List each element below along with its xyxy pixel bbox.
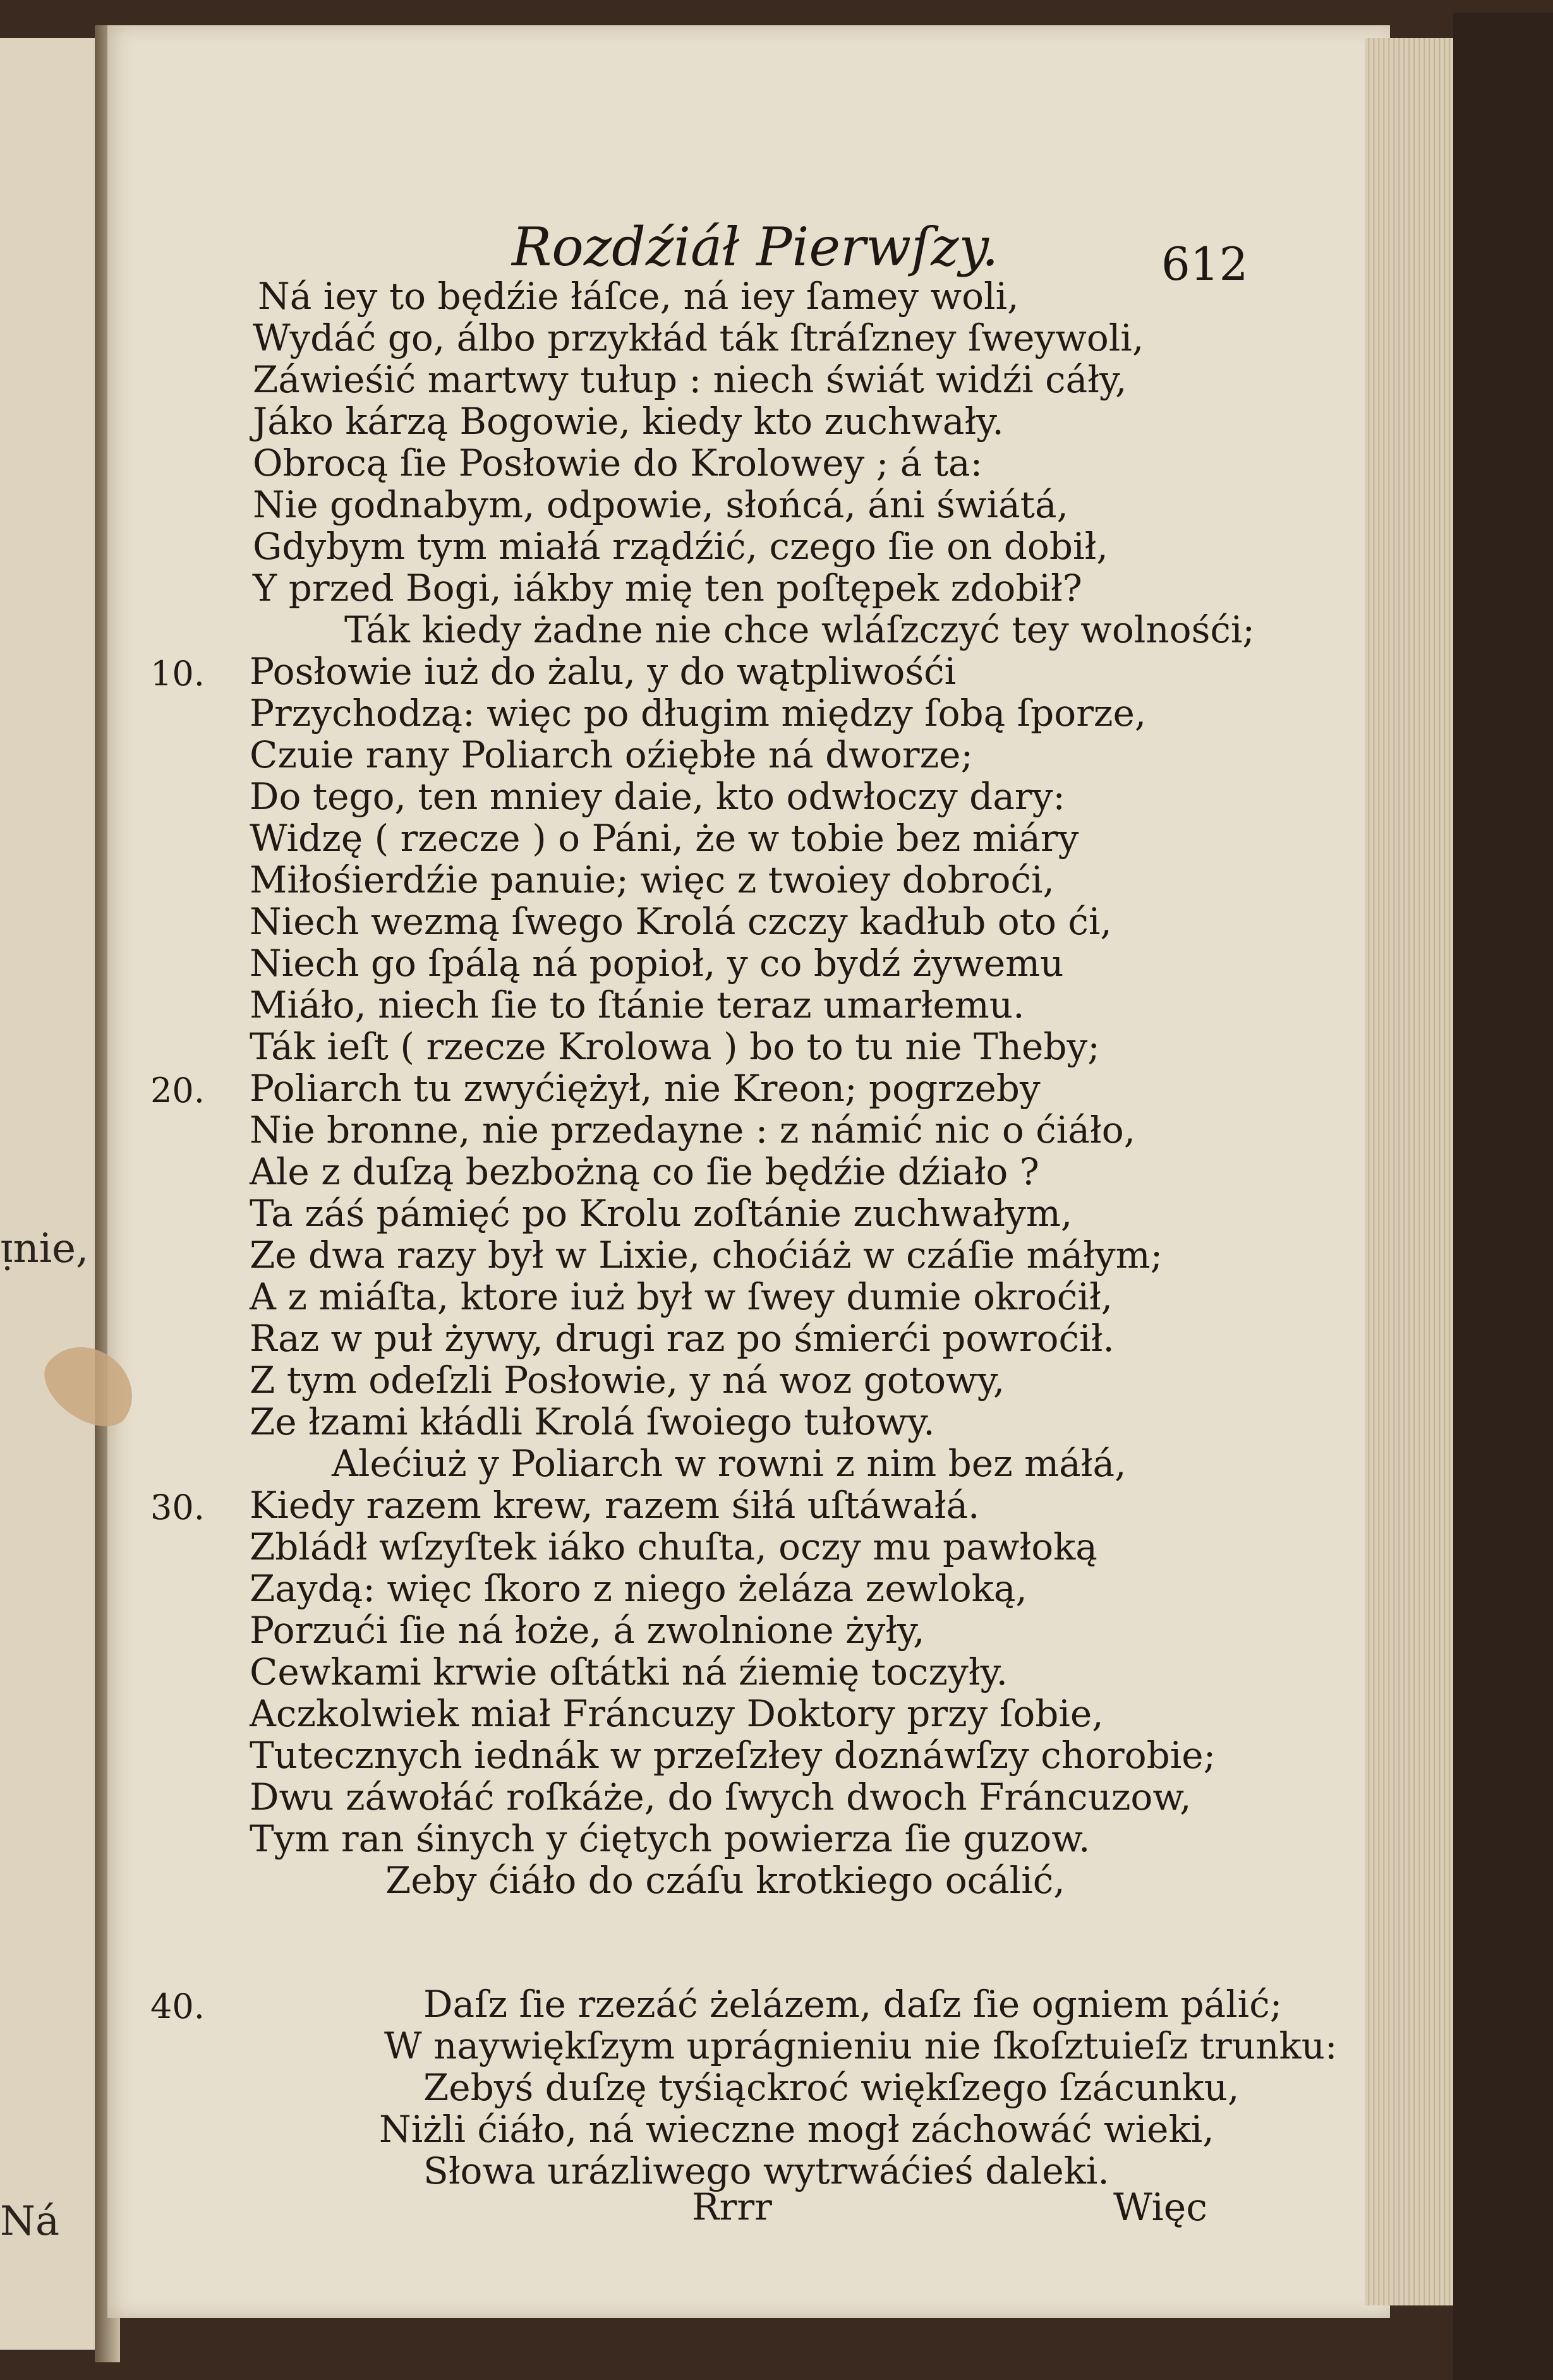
verse-line: Zebyś duſzę tyśiąckroć więkſzego ſzácunku, — [423, 2066, 1240, 2109]
verse-line: Nie bronne, nie przedayne : z námić nic o ćiáło, — [250, 1109, 1136, 1151]
verse-line: Miáło, niech ſie to ſtánie teraz umarłemu. — [250, 983, 1025, 1026]
catchword: Więc — [1113, 2185, 1207, 2230]
verse-line: Przychodzą: więc po długim między ſobą ſporze, — [250, 692, 1147, 735]
verse-line: Miłośierdźie panuie; więc z twoiey dobroći, — [250, 858, 1054, 901]
verse-line: Ták ieſt ( rzecze Krolowa ) bo to tu nie Theby; — [250, 1025, 1100, 1068]
line-number: 20. — [150, 1071, 205, 1110]
verse-line: Wydáć go, álbo przykłád ták ſtráſzney ſweywoli, — [253, 316, 1144, 359]
verse-line: Ze dwa razy był w Lixie, choćiáż w czáſie máłym; — [250, 1234, 1163, 1277]
verse-line: W naywiękſzym uprágnieniu nie ſkoſztuieſz trunku: — [384, 2024, 1338, 2067]
verse-line: Alećiuż y Poliarch w rowni z nim bez máłá, — [332, 1442, 1127, 1485]
verse-line: Do tego, ten mniey daie, kto odwłoczy dary: — [250, 775, 1065, 818]
verse-line: Z tym odeſzli Posłowie, y ná woz gotowy, — [250, 1359, 1005, 1402]
verse-line: Czuie rany Poliarch oźiębłe ná dworze; — [250, 733, 973, 776]
line-number: 10. — [150, 654, 205, 694]
left-page-fragment: ᴉnie, — [0, 1225, 89, 1272]
signature-mark: Rrrr — [692, 2185, 772, 2228]
verse-line: Posłowie iuż do żalu, y do wątpliwośći — [250, 650, 957, 693]
verse-line: Widzę ( rzecze ) o Páni, że w tobie bez miáry — [250, 817, 1079, 860]
verse-line: Aczkolwiek miał Fráncuzy Doktory przy ſobie, — [250, 1692, 1104, 1735]
line-number: 40. — [150, 1986, 205, 2026]
verse-line: Słowa urázliwego wytrwáćieś daleki. — [423, 2149, 1109, 2192]
verse-line: Daſz ſie rzezáć żelázem, daſz ſie ogniem pálić; — [423, 1983, 1283, 2026]
verse-line: Ná iey to będźie łáſce, ná iey ſamey woli, — [258, 275, 1019, 318]
verse-line: Gdybym tym miałá rządźić, czego ſie on dobił, — [253, 525, 1108, 568]
verse-line: Ale z duſzą bezbożną co ſie będźie dźiało ? — [250, 1150, 1039, 1193]
verse-line: Nie godnabym, odpowie, słońcá, áni świátá, — [253, 483, 1068, 526]
verse-line: Niech go ſpálą ná popioł, y co bydź żywemu — [250, 942, 1064, 985]
verse-line: Porzući ſie ná łoże, á zwolnione żyły, — [250, 1609, 925, 1652]
verse-line: Raz w puł żywy, drugi raz po śmierći powroćił. — [250, 1317, 1115, 1360]
verse-line: Tutecznych iednák w przeſzłey doznáwſzy chorobie; — [250, 1734, 1216, 1777]
verse-line: Ta záś pámięć po Krolu zoſtánie zuchwałym, — [250, 1192, 1073, 1235]
verse-line: Zeby ćiáło do czáſu krotkiego ocálić, — [385, 1859, 1065, 1902]
verse-line: Poliarch tu zwyćiężył, nie Kreon; pogrzeby — [250, 1067, 1041, 1110]
verse-line: Cewkami krwie oſtátki ná źiemię toczyły. — [250, 1650, 1008, 1693]
book-cover — [1453, 13, 1553, 2380]
verse-line: A z miáſta, ktore iuż był w ſwey dumie okroćił, — [250, 1275, 1113, 1318]
verse-line: Ze łzami kłádli Krolá ſwoiego tułowy. — [250, 1400, 935, 1443]
verse-line: Niech wezmą ſwego Krolá czczy kadłub oto ći, — [250, 900, 1112, 943]
verse-line: Ták kiedy żadne nie chce wláſzczyć tey wolnośći; — [344, 608, 1255, 651]
left-page-edge — [0, 38, 108, 2350]
verse-line: Jáko kárzą Bogowie, kiedy kto zuchwały. — [253, 400, 1004, 443]
verse-line: Zaydą: więc ſkoro z niego żeláza zewloką, — [250, 1567, 1027, 1610]
verse-line: Y przed Bogi, iákby mię ten poſtępek zdobił? — [253, 567, 1082, 610]
left-page-fragment: Ná — [0, 2198, 60, 2245]
verse-line: Dwu záwołáć roſkáże, do ſwych dwoch Fráncuzow, — [250, 1776, 1192, 1818]
verse-line: Zbládł wſzyſtek iáko chuſta, oczy mu pawłoką — [250, 1525, 1097, 1568]
page-number: 612 — [1161, 237, 1248, 291]
running-head: Rozdźiáł Pierwſzy. — [512, 216, 999, 278]
verse-line: Niżli ćiáło, ná wieczne mogł záchowáć wieki, — [379, 2108, 1214, 2151]
verse-line: Obrocą ſie Posłowie do Krolowey ; á ta: — [253, 442, 983, 484]
line-number: 30. — [150, 1488, 205, 1527]
verse-line: Kiedy razem krew, razem śiłá uſtáwałá. — [250, 1484, 980, 1527]
verse-line: Tym ran śinych y ćiętych powierza ſie guzow. — [250, 1817, 1091, 1860]
verse-line: Záwieśić martwy tułup : niech świát widźi cáły, — [253, 358, 1127, 401]
page-edges — [1365, 38, 1453, 2305]
